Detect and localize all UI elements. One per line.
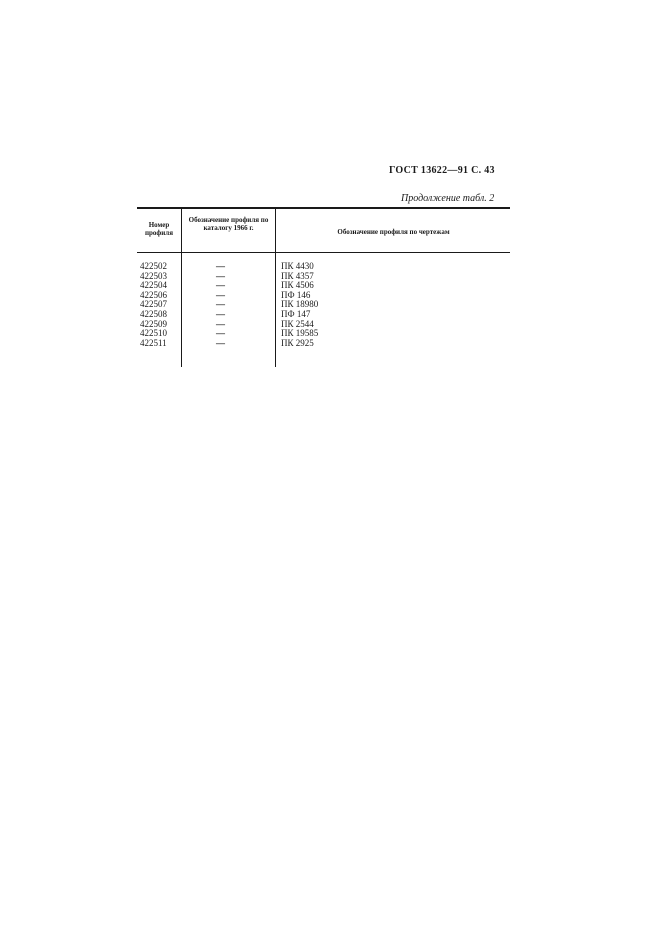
table-row	[137, 281, 510, 291]
catalog-designation: —	[216, 299, 225, 310]
profile-number: 422507	[140, 299, 167, 310]
catalog-designation: —	[216, 328, 225, 339]
catalog-designation: —	[216, 261, 225, 271]
catalog-designation: —	[216, 318, 225, 329]
table-body	[137, 262, 510, 348]
drawing-designation: ПК 4506	[281, 280, 314, 291]
profile-number: 422508	[140, 308, 167, 319]
profile-number: 422509	[140, 318, 167, 329]
table-row	[137, 291, 510, 301]
catalog-designation: —	[216, 270, 225, 281]
catalog-designation: —	[216, 337, 225, 348]
column-header-drawing-designation: Обозначение профиля по чертежам	[337, 228, 450, 236]
column-header-catalog-designation: Обозначение профиля по каталогу 1966 г.	[188, 216, 269, 232]
table-row	[137, 339, 510, 349]
table-continuation-note: Продолжение табл. 2	[401, 193, 495, 204]
table-row	[137, 262, 510, 272]
drawing-designation: ПК 4430	[281, 261, 314, 271]
catalog-designation: —	[216, 289, 225, 300]
table-row	[137, 300, 510, 310]
profile-number: 422506	[140, 289, 167, 300]
catalog-designation: —	[216, 280, 225, 291]
drawing-designation: ПК 18980	[281, 299, 319, 310]
table-row	[137, 329, 510, 339]
profile-number: 422502	[140, 261, 167, 271]
table-row	[137, 310, 510, 320]
table-header-rule	[137, 252, 510, 253]
drawing-designation: ПК 2544	[281, 318, 314, 329]
profile-number: 422510	[140, 328, 167, 339]
table-top-rule	[137, 207, 510, 209]
column-header-profile-number: Номер профиля	[144, 221, 174, 237]
profile-number: 422504	[140, 280, 167, 291]
drawing-designation: ПК 2925	[281, 337, 314, 348]
page-header: ГОСТ 13622—91 С. 43	[389, 165, 495, 176]
drawing-designation: ПФ 147	[281, 308, 311, 319]
drawing-designation: ПК 19585	[281, 328, 319, 339]
profile-number: 422503	[140, 270, 167, 281]
profile-number: 422511	[140, 337, 167, 348]
catalog-designation: —	[216, 308, 225, 319]
table-row	[137, 320, 510, 330]
table-row	[137, 272, 510, 282]
drawing-designation: ПК 4357	[281, 270, 314, 281]
drawing-designation: ПФ 146	[281, 289, 311, 300]
